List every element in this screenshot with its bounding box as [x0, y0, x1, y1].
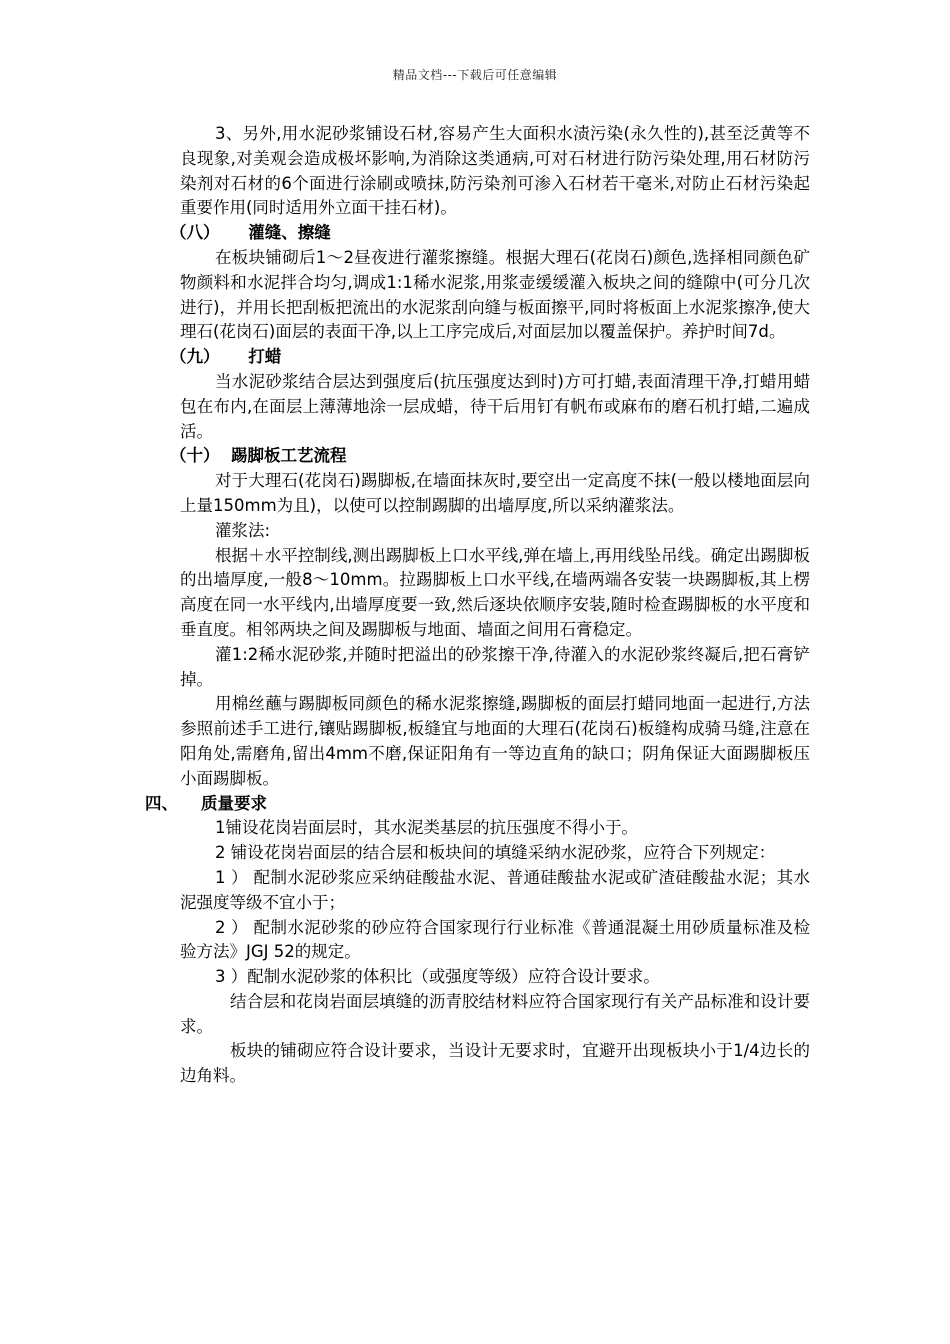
paragraph: 3 ）配制水泥砂浆的体积比（或强度等级）应符合设计要求。	[215, 967, 660, 987]
section-heading: 四、 质量要求	[145, 793, 267, 813]
paragraph: 1 ） 配制水泥砂浆应采纳硅酸盐水泥、普通硅酸盐水泥或矿渣硅酸盐水泥；其水泥强度等级不宜小于；	[180, 867, 810, 912]
page-header: 精品文档---下载后可任意编辑	[392, 68, 558, 82]
paragraph: 当水泥砂浆结合层达到强度后(抗压强度达到时)方可打蜡,表面清理干净,打蜡用蜡包在布内,在面层上薄薄地涂一层成蜡，待干后用钉有帆布或麻布的磨石机打蜡,二遍成活。	[180, 371, 810, 441]
paragraph: 灌浆法:	[215, 520, 271, 540]
paragraph: 用棉丝蘸与踢脚板同颜色的稀水泥浆擦缝,踢脚板的面层打蜡同地面一起进行,方法参照前述手工进行,镶贴踢脚板,板缝宜与地面的大理石(花岗石)板缝构成骑马缝,注意在阳角处,需磨角,留出4mm不磨,保证阳角有一等边直角的缺口；阴角保证大面踢脚板压小面踢脚板。	[180, 694, 810, 788]
paragraph: 灌1:2稀水泥砂浆,并随时把溢出的砂浆擦干净,待灌入的水泥砂浆终凝后,把石膏铲掉。	[180, 644, 810, 689]
section-heading: （十） 踢脚板工艺流程	[170, 446, 347, 466]
paragraph: 根据＋水平控制线,测出踢脚板上口水平线,弹在墙上,再用线坠吊线。确定出踢脚板的出墙厚度,一般8～10mm。拉踢脚板上口水平线,在墙两端各安装一块踢脚板,其上楞高度在同一水平线内,出墙厚度要一致,然后逐块依顺序安装,随时检查踢脚板的水平度和垂直度。相邻两块之间及踢脚板与地面、墙面之间用石膏稳定。	[180, 545, 810, 639]
paragraph: 在板块铺砌后1～2昼夜进行灌浆擦缝。根据大理石(花岗石)颜色,选择相同颜色矿物颜料和水泥拌合均匀,调成1:1稀水泥浆,用浆壶缓缓灌入板块之间的缝隙中(可分几次进行)，并用长把刮板把流出的水泥浆刮向缝与板面擦平,同时将板面上水泥浆擦净,使大理石(花岗石)面层的表面干净,以上工序完成后,对面层加以覆盖保护。养护时间7d。	[180, 247, 810, 342]
document-body	[145, 122, 810, 1089]
paragraph: 2 ） 配制水泥砂浆的砂应符合国家现行行业标准《普通混凝土用砂质量标准及检验方法》JGJ 52的规定。	[180, 917, 810, 962]
section-heading: （八） 灌缝、擦缝	[170, 223, 331, 243]
paragraph: 3、另外,用水泥砂浆铺设石材,容易产生大面积水渍污染(永久性的),甚至泛黄等不良现象,对美观会造成极坏影响,为消除这类通病,可对石材进行防污染处理,用石材防污染剂对石材的6个面进行涂刷或喷抹,防污染剂可渗入石材若干毫米,对防止石材污染起重要作用(同时适用外立面干挂石材)。	[180, 124, 810, 218]
paragraph: 板块的铺砌应符合设计要求，当设计无要求时，宜避开出现板块小于1/4边长的边角料。	[180, 1041, 810, 1086]
paragraph: 结合层和花岗岩面层填缝的沥青胶结材料应符合国家现行有关产品标准和设计要求。	[180, 991, 810, 1036]
paragraph: 2 铺设花岗岩面层的结合层和板块间的填缝采纳水泥砂浆，应符合下列规定：	[215, 843, 776, 863]
paragraph: 对于大理石(花岗石)踢脚板,在墙面抹灰时,要空出一定高度不抹(一般以楼地面层向上量150mm为且)，以使可以控制踢脚的出墙厚度,所以采纳灌浆法。	[180, 471, 810, 515]
section-heading: （九） 打蜡	[170, 347, 282, 367]
paragraph: 1铺设花岗岩面层时，其水泥类基层的抗压强度不得小于。	[215, 818, 638, 838]
